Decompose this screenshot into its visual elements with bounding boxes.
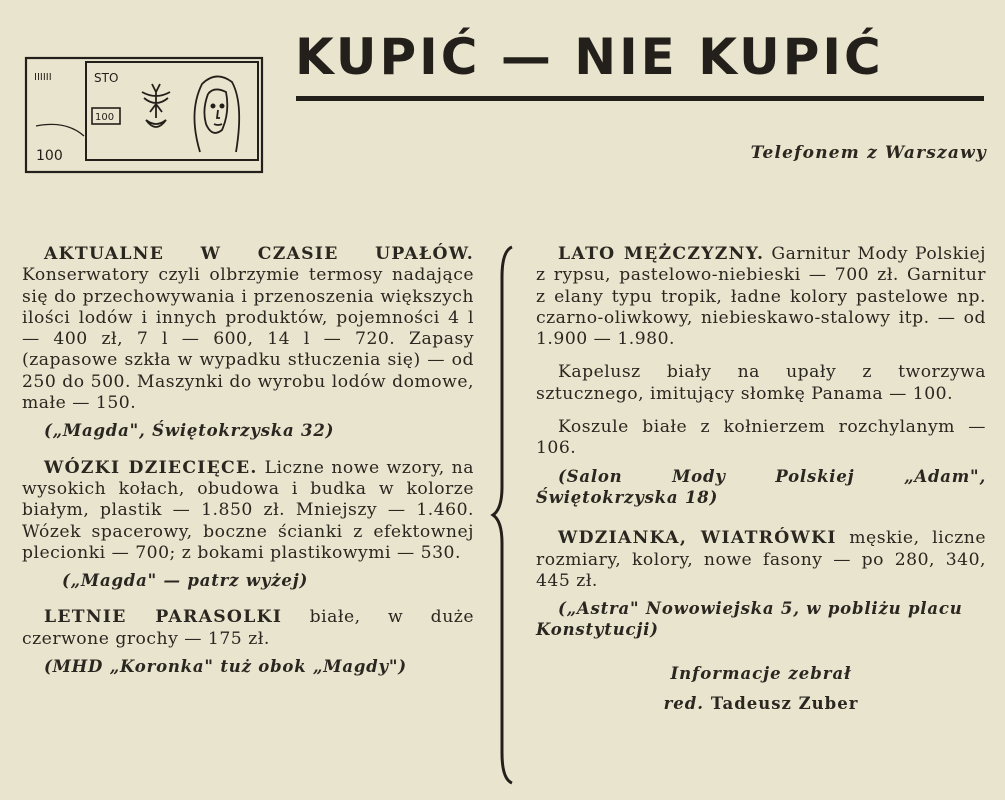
item-body: Liczne nowe wzory, na wysokich kołach, obudowa i budka w kolorze białym, plastik — 1.850 zł. Mniejszy — 1.460. Wózek spacerowy, boczne ścianki z efektownej plecionki — 700; z bokami plastikowymi — 530. bbox=[22, 457, 474, 563]
item-text bbox=[22, 458, 474, 564]
article-item bbox=[22, 458, 474, 592]
item-text bbox=[536, 244, 986, 350]
item-body: Konserwatory czyli olbrzymie termosy nadające się do przechowywania i przenoszenia większych ilości lodów i innych produktów, pojemności 4 l — 400 zł, 7 l — 600, 14 l — 720. Zapasy (zapasowe szkła w wypadku stłuczenia się) — od 250 do 500. Maszynki do wyrobu lodów domowe, małe — 150. bbox=[22, 265, 474, 414]
item-heading: WDZIANKA, WIATRÓWKI bbox=[558, 528, 837, 549]
item-source: („Astra" Nowowiejska 5, w pobliżu placu Konstytucji) bbox=[536, 599, 963, 640]
banknote-illustration bbox=[24, 56, 264, 174]
item-heading: LATO MĘŻCZYZNY. bbox=[558, 244, 765, 264]
item-source: (Salon Mody Polskiej „Adam", Świętokrzyska 18) bbox=[536, 466, 986, 507]
eagle-emblem bbox=[142, 84, 170, 127]
item-text bbox=[536, 417, 986, 460]
credits-line: Informacje zebrał bbox=[670, 663, 852, 683]
item-body: Kapelusz biały na upały z tworzywa sztucznego, imitujący słomkę Panama — 100. bbox=[536, 362, 986, 404]
item-body: Koszule białe z kołnierzem rozchylanym — 106. bbox=[536, 417, 986, 459]
left-column bbox=[22, 244, 474, 686]
credits-author bbox=[536, 689, 986, 719]
page-title: KUPIĆ — NIE KUPIĆ bbox=[295, 28, 884, 86]
item-source: (MHD „Koronka" tuż obok „Magdy") bbox=[44, 657, 407, 677]
item-text bbox=[22, 244, 474, 414]
item-body: męskie, liczne rozmiary, kolory, nowe fasony — po 280, 340, 445 zł. bbox=[536, 528, 986, 591]
article-item bbox=[22, 244, 474, 442]
banknote-box-value: 100 bbox=[95, 112, 115, 123]
credits-name: Tadeusz Zuber bbox=[710, 693, 859, 713]
item-text bbox=[22, 607, 474, 650]
article-item bbox=[536, 244, 986, 350]
credits bbox=[536, 659, 986, 719]
portrait-drawing bbox=[194, 76, 239, 152]
article-item bbox=[536, 528, 986, 640]
item-heading: LETNIE PARASOLKI bbox=[44, 607, 283, 628]
item-source: („Magda" — patrz wyżej) bbox=[62, 571, 309, 591]
column-brace-divider bbox=[490, 245, 520, 785]
byline: Telefonem z Warszawy bbox=[750, 143, 987, 163]
item-body: białe, w duże czerwone grochy — 175 zł. bbox=[22, 607, 474, 649]
banknote-word: STO bbox=[94, 71, 119, 85]
banknote-corner-value: 100 bbox=[36, 148, 63, 164]
item-body: Garnitur Mody Polskiej z rypsu, pastelowo-niebieski — 700 zł. Garnitur z elany typu tropik, ładne kolory pastelowe np. czarno-oliwkowy, niebieskawo-stalowy itp. — od 1.900 — 1.980. bbox=[536, 244, 987, 350]
article-item bbox=[536, 417, 986, 508]
right-column bbox=[536, 244, 986, 719]
item-text bbox=[536, 362, 986, 405]
credits-prefix: red. bbox=[663, 693, 705, 713]
item-heading: WÓZKI DZIECIĘCE. bbox=[44, 457, 258, 478]
banknote-serial: IIIIII bbox=[34, 72, 52, 83]
article-item bbox=[22, 607, 474, 677]
title-underline bbox=[296, 96, 984, 101]
item-heading: AKTUALNE W CZASIE UPAŁÓW. bbox=[44, 244, 474, 264]
item-source: („Magda", Świętokrzyska 32) bbox=[44, 421, 335, 441]
item-text bbox=[536, 528, 986, 592]
article-item bbox=[536, 362, 986, 405]
